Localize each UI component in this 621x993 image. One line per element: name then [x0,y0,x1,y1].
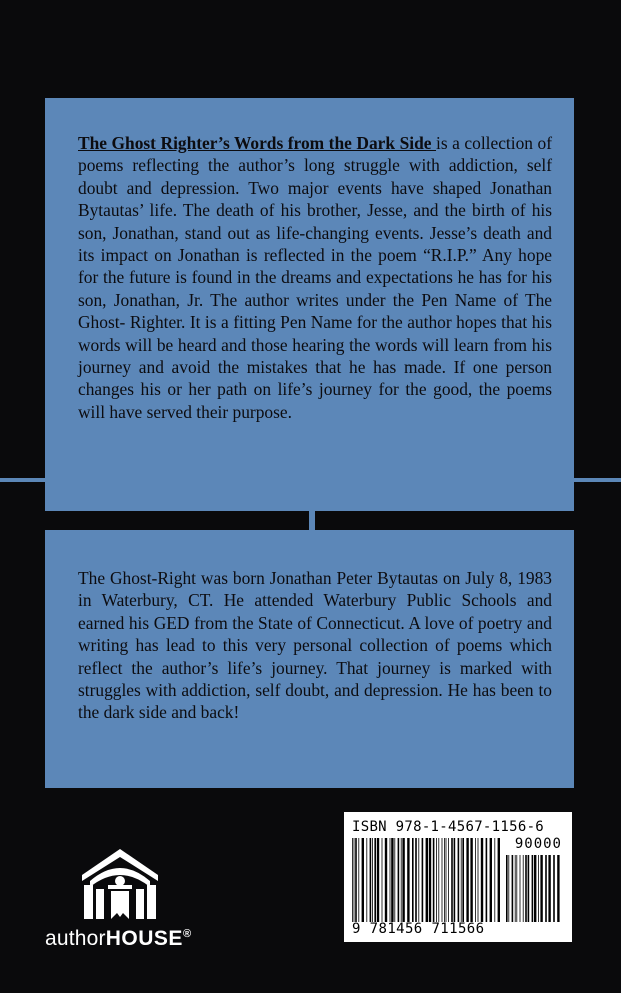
barcode-bar [391,838,393,922]
barcode-bar [352,838,353,922]
barcode-bar [548,855,550,922]
barcode-bar [520,855,521,922]
barcode-bar [429,838,431,922]
barcode-bar [462,838,464,922]
barcode-bar [458,838,460,922]
barcode-bar [525,855,527,922]
barcode-bar [426,838,428,922]
barcode-bar [448,838,449,922]
price-code: 90000 [514,836,562,852]
barcode-bar [446,838,447,922]
author-bio-text: The Ghost-Right was born Jonathan Peter Bytautas on July 8, 1983 in Waterbury, CT. He attended Waterbury Public Schools and earned his GED from the State of Connecticut. A love of poetry and writing has lead to this very personal collection of poems which reflect the author’s life’s journey. That journey is marked with struggles with addiction, self doubt, and depression. He has been to the dark side and back! [78,568,552,723]
description-text: is a collection of poems reflecting the author’s long struggle with addiction, self doubt and depression. Two major events have shaped Jonathan Bytautas’ life. The death of his brother, Jesse, and the birth of his son, Jonathan, stand out as life-changing events. Jesse’s death and its impact on Jonathan is reflected in the poem “R.I.P.” Any hope for the future is found in the dreams and expectations he has for his son, Jonathan, Jr. The author writes under the Pen Name of The Ghost- Righter. It is a fitting Pen Name for the author hopes that his words will be heard and those hearing the words will learn from his journey and avoid the mistakes that he has made. If one person changes his or her path on life’s journey for the good, the poems will have served their purpose. [78,133,552,422]
barcode-bar [412,838,414,922]
barcode-bar [354,838,355,922]
barcode-bar [366,838,367,922]
barcode-bar [355,838,357,922]
isbn-text: ISBN 978-1-4567-1156-6 [352,819,545,835]
barcode-bar [494,838,495,922]
barcode-bar [523,855,524,922]
barcode-bar [545,855,547,922]
barcode-bar [515,855,516,922]
barcode-bar [490,838,492,922]
barcode-bar [481,838,483,922]
barcode-bar [402,838,404,922]
barcode-bar [461,838,462,922]
barcode-bar [506,855,508,922]
barcode-bar [407,838,409,922]
barcode-bar [516,855,517,922]
barcode-bar [422,838,424,922]
barcode-addon-bars [506,855,562,922]
barcode-bars [352,838,502,922]
barcode-bar [377,838,379,922]
description-panel [45,98,574,511]
barcode-bar [532,855,534,922]
building-arch-icon [78,845,162,921]
barcode-bar [438,838,439,922]
barcode-bar [486,838,488,922]
barcode-bar [398,838,400,922]
publisher-logo [45,845,235,955]
barcode-bar [394,838,395,922]
barcode-bar [553,855,555,922]
barcode-bar [444,838,445,922]
barcode-bar [540,855,542,922]
barcode-bar [436,838,437,922]
barcode-bar [512,855,514,922]
author-bio-panel [45,530,574,788]
barcode-bar [466,838,468,922]
barcode-bar [382,838,383,922]
barcode-bar [528,855,530,922]
barcode-bar [557,855,559,922]
barcode-bar [385,838,387,922]
barcode-bar [401,838,402,922]
barcode-bar [358,838,359,922]
barcode-bar [442,838,443,922]
barcode-bar [362,838,364,922]
barcode-bar [418,838,419,922]
barcode-bar [508,855,509,922]
barcode-bar [374,838,376,922]
barcode-bar [370,838,372,922]
barcode-bar [372,838,373,922]
barcode-bar [433,838,435,922]
barcode-bar [415,838,417,922]
barcode-bar [451,838,453,922]
barcode-bar [538,855,539,922]
barcode-bar [470,838,472,922]
barcode-bar [534,855,536,922]
isbn-barcode [344,812,572,942]
barcode-bar [475,838,476,922]
barcode-bar [498,838,500,922]
publisher-name: authorHOUSE® [45,927,192,950]
book-title: The Ghost Righter’s Words from the Dark Side [78,133,437,153]
barcode-bar [454,838,456,922]
ean-digits: 9 781456 711566 [352,921,485,937]
barcode-bar [478,838,479,922]
panel-connector [309,509,315,531]
barcode-bar [390,838,391,922]
